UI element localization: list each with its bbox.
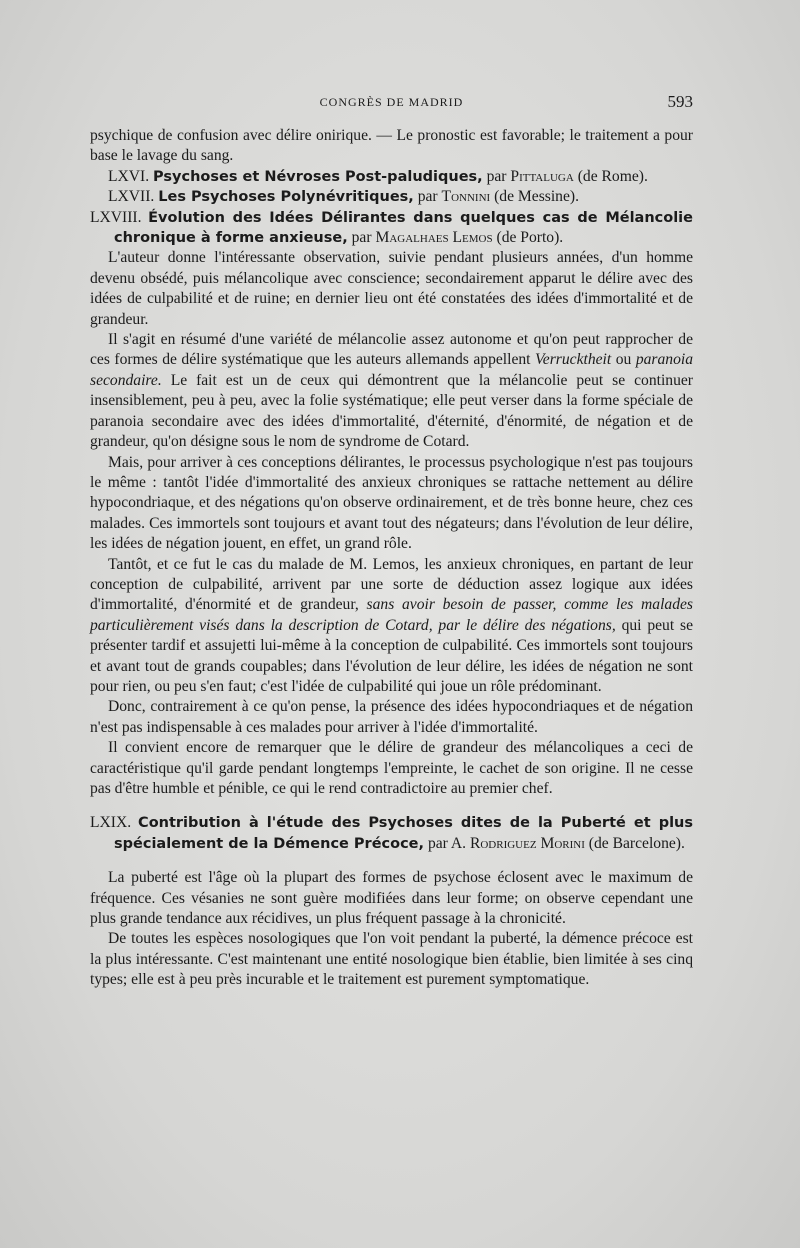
paragraph: Donc, contrairement à ce qu'on pense, la présence des idées hypocondriaques et de négation n'est pas indispensable à ces malades pour arriver à l'idée d'immortalité. <box>90 698 693 736</box>
text-run: ou <box>615 351 632 369</box>
entry-lxvi <box>90 167 693 187</box>
entry-place: (de Messine). <box>494 188 579 206</box>
entry-number: LXVI. <box>108 167 150 185</box>
paragraph: De toutes les espèces nosologiques que l'on voit pendant la puberté, la démence précoce est la plus intéressante. C'est maintenant une entité nosologique bien établie, bien limitée à ses cinq types; elle est à peu près incurable et le traitement est purement symptomatique. <box>90 930 693 989</box>
section-gap <box>90 799 693 813</box>
italic-passage: sans avoir besoin de passer, comme les malades particulièrement visés dans la description de Cotard, par le délire des négations, <box>90 596 693 634</box>
paragraph: L'auteur donne l'intéressante observation, suivie pendant plusieurs années, d'un homme devenu obsédé, puis mélancolique avec conscience; secondairement apparut le délire avec des idées de culpabilité et de ruine; en dernier lieu ont été constatées des idées d'immortalité et de grandeur. <box>90 249 693 328</box>
entry-author: Magalhaes Lemos <box>375 229 493 247</box>
text-run: qui peut se présenter tardif et assujetti lui-même à la conception de culpabilité. Ces immortels sont toujours et avant tout de grands coupables; dans l'évolution de leur délire, les idées de négation ne sont pour rien, ou peu s'en faut; c'est l'idée de culpabilité qui joue un rôle prédominant. <box>90 616 693 695</box>
paragraph <box>90 330 693 452</box>
page-body <box>90 126 693 991</box>
entry-place: (de Rome). <box>577 167 648 185</box>
entry-lxix <box>90 813 693 854</box>
page-header <box>90 92 693 114</box>
entry-title: Évolution des Idées Délirantes dans quelques cas de Mélancolie chronique à forme anxieuse, <box>114 209 693 247</box>
text-run: Tantôt, et ce fut le cas du malade de M. Lemos, les anxieux chroniques, en partant de leur conception de culpabilité, arrivent par une sorte de déduction assez logique aux idées d'immortalité, d'énormité et de grandeur, <box>90 555 693 614</box>
entry-number: LXIX. <box>90 814 132 832</box>
entry-par: par A. <box>427 834 467 852</box>
entry-number: LXVII. <box>108 188 155 206</box>
entry-lxvii <box>90 187 693 207</box>
text-run: Le fait est un de ceux qui démontrent que la mélancolie peut se continuer insensiblement, peu à peu, avec la folie systématique; elle peut verser dans la forme spéciale de paranoia secondaire avec des idées d'immortalité, d'éternité, d'énormité, de négation et de grandeur, qu'on désigne sous le nom de syndrome de Cotard. <box>90 371 693 451</box>
entry-lxviii <box>90 208 693 249</box>
entry-title: Contribution à l'étude des Psychoses dites de la Puberté et plus spécialement de la Démence Précoce, <box>114 815 693 852</box>
entry-number: LXVIII. <box>90 208 142 226</box>
entry-title: Psychoses et Névroses Post-paludiques, <box>153 168 483 185</box>
entry-par: par <box>417 188 438 206</box>
section-gap <box>90 854 693 868</box>
entry-par: par <box>351 229 372 247</box>
entry-title: Les Psychoses Polynévritiques, <box>158 189 414 206</box>
page-number: 593 <box>667 92 693 111</box>
entry-author: Pittaluga <box>510 167 574 185</box>
entry-author: Tonnini <box>441 188 491 206</box>
text-run: Il s'agit en résumé d'une variété de mélancolie assez autonome et qu'on peut rapprocher de ces formes de délire systématique que les auteurs allemands appellent <box>90 331 693 369</box>
paragraph: La puberté est l'âge où la plupart des formes de psychose éclosent avec le maximum de fréquence. Ces vésanies ne sont guère modifiées dans leur forme; on observe cependant une plus grande tendance aux récidives, un plus fréquent passage à la chronicité. <box>90 869 693 928</box>
italic-term: paranoia secondaire. <box>90 351 694 389</box>
entry-place: (de Barcelone). <box>588 834 685 852</box>
italic-term: Verrucktheit <box>535 351 612 369</box>
entry-place: (de Porto). <box>496 229 564 247</box>
running-head: CONGRÈS DE MADRID <box>319 95 464 109</box>
paragraph-continued: psychique de confusion avec délire onirique. — Le pronostic est favorable; le traitement a pour base le lavage du sang. <box>90 127 693 165</box>
entry-author: Rodriguez Morini <box>469 834 585 852</box>
paragraph <box>90 555 693 698</box>
paragraph: Il convient encore de remarquer que le délire de grandeur des mélancoliques a ceci de caractéristique qu'il garde pendant longtemps l'empreinte, le cachet de son origine. Il ne cesse pas d'être humble et pénible, ce qui le rend contradictoire au premier chef. <box>90 739 693 797</box>
paragraph: Mais, pour arriver à ces conceptions délirantes, le processus psychologique n'est pas toujours le même : tantôt l'idée d'immortalité des anxieux chroniques se rattache nettement au délire hypocondriaque, et des négations qu'on observe ordinairement, et de très bonne heure, chez ces malades. Ces immortels sont toujours et avant tout des négateurs; dans l'évolution de leur délire, les idées de négation jouent, en effet, un grand rôle. <box>90 453 693 553</box>
entry-par: par <box>486 167 507 185</box>
